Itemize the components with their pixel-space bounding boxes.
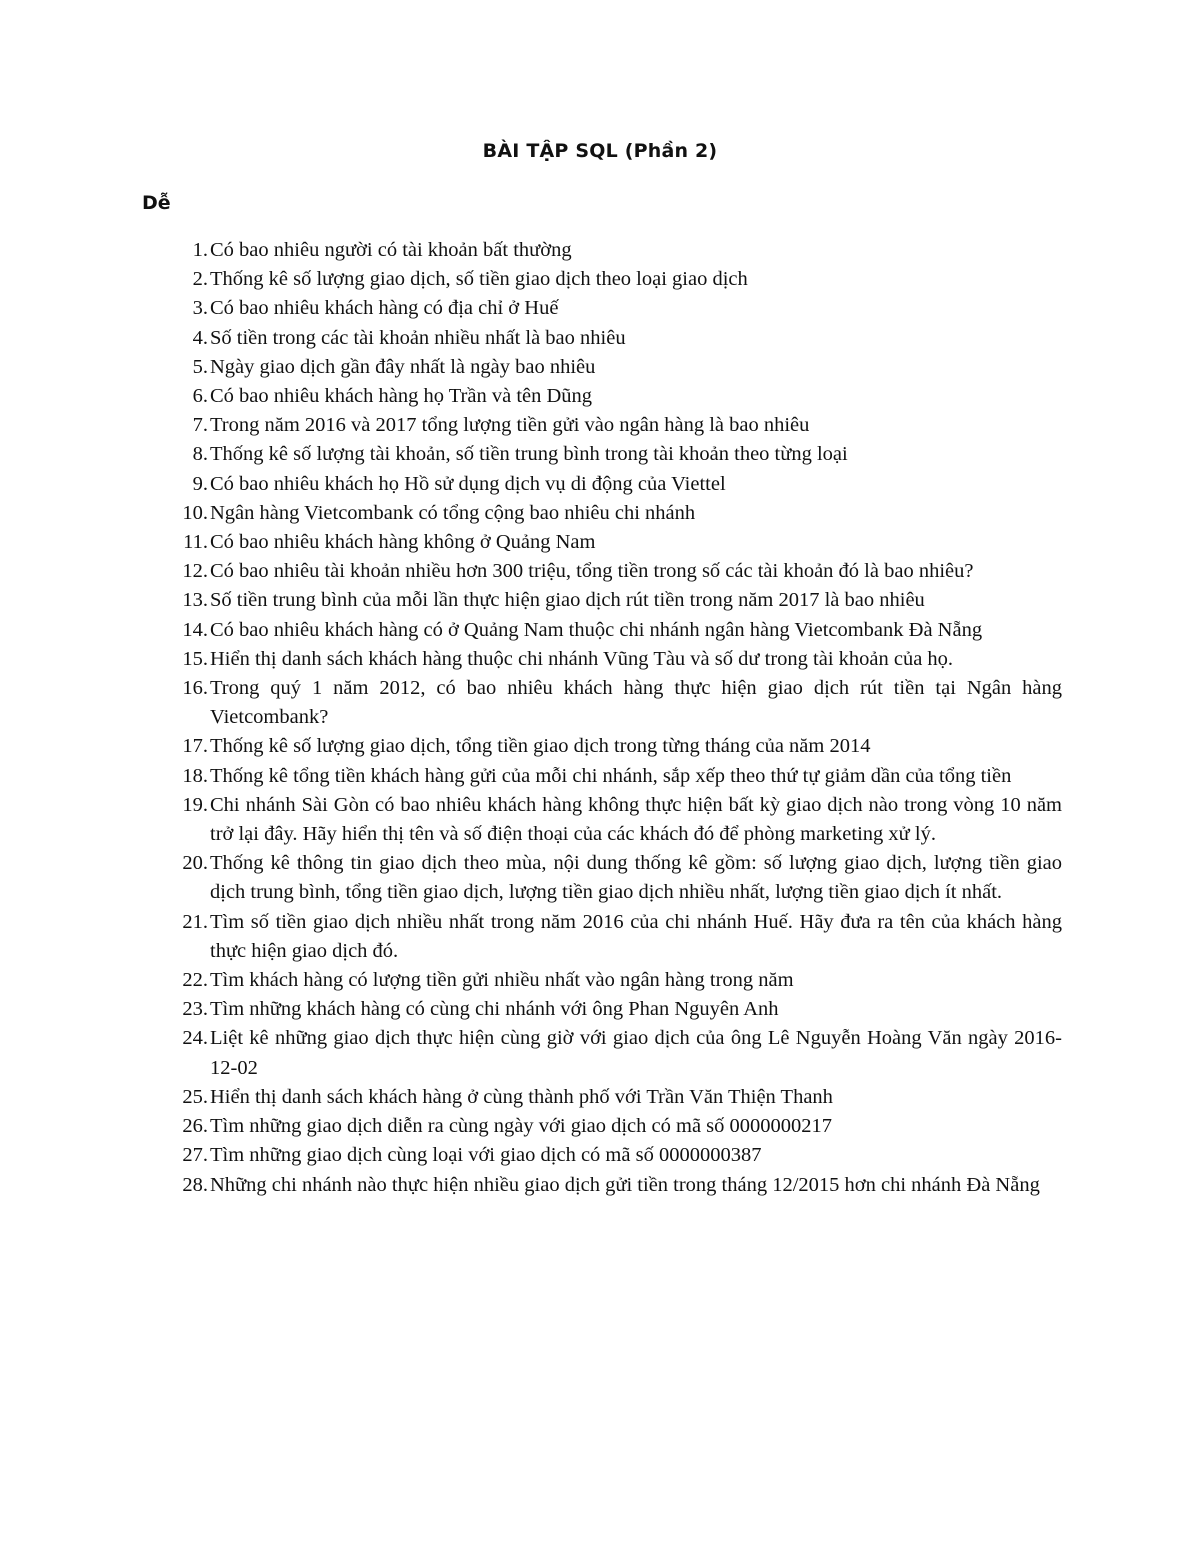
question-text: Tìm những giao dịch diễn ra cùng ngày với giao dịch có mã số 0000000217 <box>210 1115 833 1138</box>
question-text: Hiển thị danh sách khách hàng ở cùng thành phố với Trần Văn Thiện Thanh <box>210 1085 833 1108</box>
question-item <box>172 762 1062 791</box>
section-heading: Dễ <box>142 192 171 214</box>
question-item <box>172 908 1062 966</box>
question-number: 18. <box>182 764 208 787</box>
question-number: 5. <box>192 355 208 378</box>
question-text: Trong quý 1 năm 2012, có bao nhiêu khách hàng thực hiện giao dịch rút tiền tại Ngân hàng Vietcombank? <box>210 677 1062 729</box>
question-text: Trong năm 2016 và 2017 tổng lượng tiền gửi vào ngân hàng là bao nhiêu <box>210 414 810 437</box>
question-text: Có bao nhiêu người có tài khoản bất thường <box>210 239 572 261</box>
question-number: 3. <box>192 297 208 320</box>
question-item <box>172 645 1062 674</box>
question-item <box>172 1141 1062 1170</box>
question-text: Có bao nhiêu khách hàng có địa chỉ ở Huế <box>210 297 559 320</box>
question-item <box>172 732 1062 761</box>
question-number: 10. <box>182 501 208 524</box>
question-item <box>172 440 1062 469</box>
question-item <box>172 1024 1062 1082</box>
question-number: 9. <box>192 472 208 495</box>
question-text: Ngày giao dịch gần đây nhất là ngày bao nhiêu <box>210 355 596 378</box>
question-item <box>172 1112 1062 1141</box>
question-number: 12. <box>182 560 208 583</box>
question-number: 27. <box>182 1144 208 1167</box>
question-item <box>172 791 1062 849</box>
question-text: Số tiền trung bình của mỗi lần thực hiện giao dịch rút tiền trong năm 2017 là bao nhiêu <box>210 589 925 612</box>
question-number: 22. <box>182 969 208 992</box>
question-text: Tìm những giao dịch cùng loại với giao dịch có mã số 0000000387 <box>210 1144 762 1167</box>
question-item <box>172 265 1062 294</box>
question-number: 4. <box>192 326 208 349</box>
question-item <box>172 353 1062 382</box>
question-text: Tìm số tiền giao dịch nhiều nhất trong năm 2016 của chi nhánh Huế. Hãy đưa ra tên của khách hàng thực hiện giao dịch đó. <box>210 910 1062 962</box>
question-number: 8. <box>192 443 208 466</box>
question-item <box>172 499 1062 528</box>
question-number: 15. <box>182 647 208 670</box>
question-text: Tìm khách hàng có lượng tiền gửi nhiều nhất vào ngân hàng trong năm <box>210 969 794 992</box>
question-item <box>172 557 1062 586</box>
question-item <box>172 1083 1062 1112</box>
question-number: 1. <box>192 239 208 261</box>
question-number: 14. <box>182 618 208 641</box>
question-item <box>172 294 1062 323</box>
question-number: 25. <box>182 1085 208 1108</box>
question-text: Có bao nhiêu khách hàng họ Trần và tên Dũng <box>210 385 593 408</box>
question-number: 26. <box>182 1115 208 1138</box>
question-number: 20. <box>182 852 208 875</box>
question-item <box>172 324 1062 353</box>
question-item <box>172 616 1062 645</box>
question-item <box>172 382 1062 411</box>
question-text: Có bao nhiêu khách hàng không ở Quảng Nam <box>210 531 596 554</box>
question-text: Thống kê tổng tiền khách hàng gửi của mỗi chi nhánh, sắp xếp theo thứ tự giảm dần của tổng tiền <box>210 764 1012 787</box>
question-item <box>172 411 1062 440</box>
question-text: Tìm những khách hàng có cùng chi nhánh với ông Phan Nguyên Anh <box>210 998 779 1021</box>
question-text: Thống kê thông tin giao dịch theo mùa, nội dung thống kê gồm: số lượng giao dịch, lượng tiền giao dịch trung bình, tổng tiền giao dịch, lượng tiền giao dịch nhiều nhất, lượng tiền giao dịch ít nhất. <box>210 852 1062 904</box>
question-number: 13. <box>182 589 208 612</box>
question-list <box>172 236 1062 1200</box>
question-text: Liệt kê những giao dịch thực hiện cùng giờ với giao dịch của ông Lê Nguyễn Hoàng Văn ngày 2016-12-02 <box>210 1027 1062 1079</box>
question-text: Hiển thị danh sách khách hàng thuộc chi nhánh Vũng Tàu và số dư trong tài khoản của họ. <box>210 647 954 670</box>
question-number: 28. <box>182 1173 208 1196</box>
question-item <box>172 674 1062 732</box>
question-number: 19. <box>182 793 208 816</box>
question-number: 23. <box>182 998 208 1021</box>
question-item <box>172 528 1062 557</box>
question-text: Những chi nhánh nào thực hiện nhiều giao dịch gửi tiền trong tháng 12/2015 hơn chi nhánh Đà Nẵng <box>210 1173 1040 1196</box>
question-number: 2. <box>192 268 208 291</box>
question-item <box>172 966 1062 995</box>
question-item <box>172 586 1062 615</box>
question-text: Thống kê số lượng giao dịch, tổng tiền giao dịch trong từng tháng của năm 2014 <box>210 735 871 758</box>
question-text: Có bao nhiêu khách họ Hồ sử dụng dịch vụ di động của Viettel <box>210 472 726 495</box>
question-number: 6. <box>192 385 208 408</box>
question-number: 16. <box>182 677 208 700</box>
question-number: 11. <box>183 531 208 554</box>
question-text: Có bao nhiêu khách hàng có ở Quảng Nam thuộc chi nhánh ngân hàng Vietcombank Đà Nẵng <box>210 618 983 641</box>
question-text: Thống kê số lượng tài khoản, số tiền trung bình trong tài khoản theo từng loại <box>210 443 848 466</box>
question-item <box>172 470 1062 499</box>
question-number: 24. <box>182 1027 208 1050</box>
question-text: Có bao nhiêu tài khoản nhiều hơn 300 triệu, tổng tiền trong số các tài khoản đó là bao nhiêu? <box>210 560 974 583</box>
question-item <box>172 849 1062 907</box>
question-item <box>172 236 1062 265</box>
question-text: Ngân hàng Vietcombank có tổng cộng bao nhiêu chi nhánh <box>210 501 696 524</box>
question-text: Thống kê số lượng giao dịch, số tiền giao dịch theo loại giao dịch <box>210 268 748 291</box>
question-text: Số tiền trong các tài khoản nhiều nhất là bao nhiêu <box>210 326 626 349</box>
question-number: 21. <box>182 910 208 933</box>
question-text: Chi nhánh Sài Gòn có bao nhiêu khách hàng không thực hiện bất kỳ giao dịch nào trong vòng 10 năm trở lại đây. Hãy hiển thị tên và số điện thoại của các khách đó để phòng marketing xử lý. <box>210 793 1062 846</box>
question-item <box>172 995 1062 1024</box>
question-number: 7. <box>192 414 208 437</box>
question-number: 17. <box>182 735 208 758</box>
question-item <box>172 1171 1062 1200</box>
page-title: BÀI TẬP SQL (Phần 2) <box>482 140 718 162</box>
